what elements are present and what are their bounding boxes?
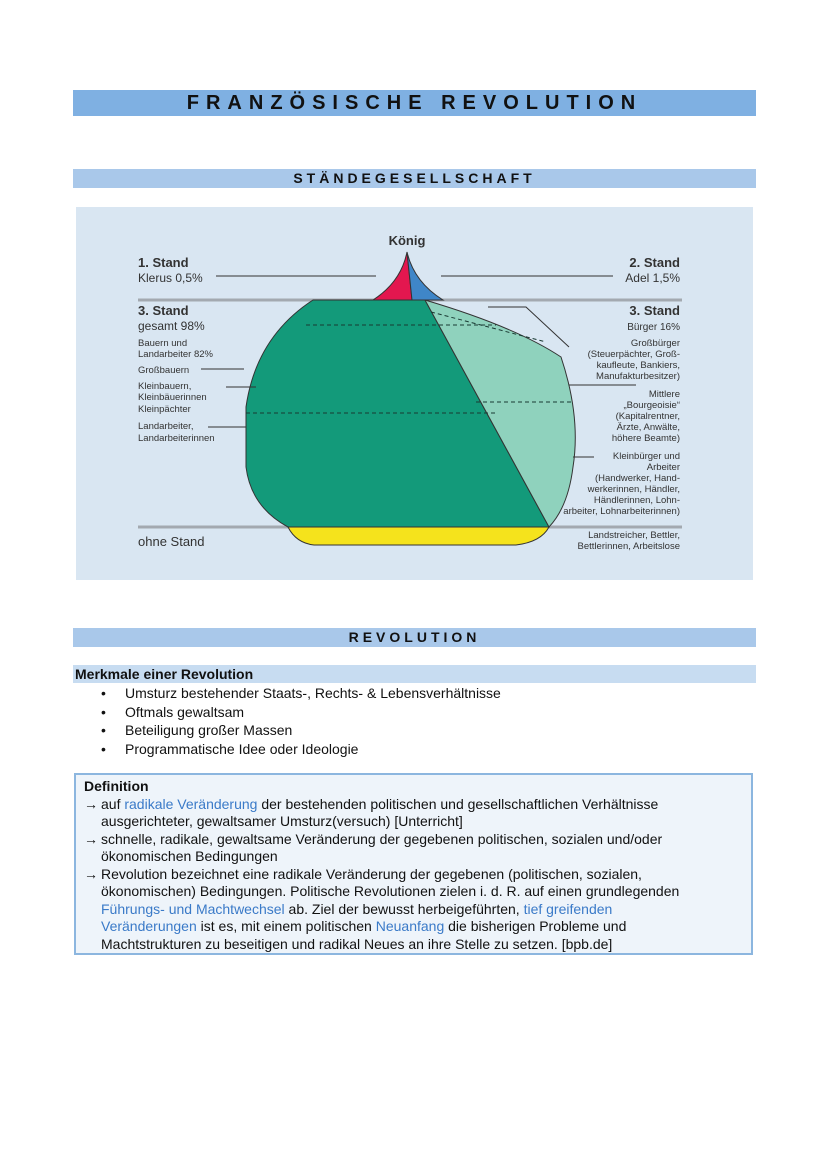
list-item: • Programmatische Idee oder Ideologie	[73, 740, 501, 759]
page-title: FRANZÖSISCHE REVOLUTION	[73, 90, 756, 116]
highlight: Veränderungen	[101, 918, 197, 934]
text: die bisherigen Probleme und	[444, 918, 627, 934]
left-item: Landarbeiter 82%	[138, 349, 213, 360]
staendegesellschaft-diagram	[76, 207, 753, 580]
definition-paragraph-3	[84, 866, 743, 954]
text: der bestehenden politischen und gesellschaftlichen Verhältnisse	[257, 795, 659, 812]
left-item: Kleinpächter	[138, 404, 191, 415]
text: Machtstrukturen zu beseitigen und radikal Neues an ihre Stelle zu setzen. [bpb.de]	[101, 935, 613, 952]
section-title-revolution: REVOLUTION	[73, 628, 756, 647]
shape-without	[288, 527, 549, 545]
section-title-staendegesellschaft: STÄNDEGESELLSCHAFT	[73, 169, 756, 188]
label-stand3-left-sub: gesamt 98%	[138, 319, 205, 333]
right-item: (Steuerpächter, Groß-	[587, 349, 680, 360]
definition-heading: Definition	[84, 778, 149, 794]
label-stand3-right-sub: Bürger 16%	[627, 322, 680, 333]
left-item: Landarbeiterinnen	[138, 433, 215, 444]
shape-clergy	[373, 252, 412, 300]
definition-paragraph-2	[84, 831, 743, 866]
right-item: Händlerinnen, Lohn-	[593, 495, 680, 506]
left-item: Kleinbäuerinnen	[138, 392, 207, 403]
shape-nobility	[407, 252, 443, 300]
right-item: höhere Beamte)	[611, 433, 680, 444]
highlight: radikale Veränderung	[124, 795, 258, 812]
text: auf	[101, 795, 125, 812]
left-item: Landarbeiter,	[138, 421, 194, 432]
right-item: (Handwerker, Hand-	[594, 473, 680, 484]
list-item: • Umsturz bestehender Staats-, Rechts- & Lebensverhältnisse	[73, 684, 501, 703]
label-stand2-sub: Adel 1,5%	[625, 271, 680, 285]
list-item: • Oftmals gewaltsam	[73, 703, 501, 722]
right-item: Manufakturbesitzer)	[596, 371, 680, 382]
right-item: arbeiter, Lohnarbeiterinnen)	[563, 506, 680, 517]
left-item: Großbauern	[138, 365, 190, 376]
definition-box	[74, 773, 753, 955]
right-item: kaufleute, Bankiers,	[596, 360, 680, 371]
left-item: Bauern und	[138, 338, 188, 349]
text: ab. Ziel der bewusst herbeigeführten,	[284, 900, 524, 917]
left-item: Kleinbauern,	[138, 381, 192, 392]
label-stand3-right-title: 3. Stand	[629, 303, 680, 318]
arrow-icon: →	[84, 865, 98, 882]
merkmale-heading: Merkmale einer Revolution	[73, 665, 756, 683]
highlight: Neuanfang	[375, 918, 445, 934]
highlight: Führungs- und Machtwechsel	[101, 900, 285, 917]
merkmale-list	[73, 684, 501, 758]
right-item: werkerinnen, Händler,	[587, 484, 680, 495]
label-ohne-stand: ohne Stand	[138, 534, 205, 549]
label-stand1-title: 1. Stand	[138, 255, 189, 270]
label-koenig: König	[388, 233, 426, 248]
text: ökonomischen Bedingungen	[101, 848, 278, 864]
definition-paragraph-1	[84, 796, 743, 831]
right-item: Kleinbürger und	[612, 451, 680, 462]
right-item: Arbeiter	[646, 462, 680, 473]
highlight: tief greifenden	[523, 900, 613, 917]
label-stand1-sub: Klerus 0,5%	[138, 271, 203, 285]
list-item: • Beteiligung großer Massen	[73, 721, 501, 740]
text: ausgerichteter, gewaltsamer Umsturz(versuch) [Unterricht]	[101, 813, 463, 829]
text: schnelle, radikale, gewaltsame Veränderung der gegebenen politischen, sozialen und/oder	[101, 830, 663, 847]
text: ist es, mit einem politischen	[196, 918, 376, 934]
right-item: Landstreicher, Bettler,	[588, 530, 680, 541]
arrow-icon: →	[84, 830, 98, 847]
right-item: „Bourgeoisie“	[623, 400, 680, 411]
label-stand3-left-title: 3. Stand	[138, 303, 189, 318]
text: Revolution bezeichnet eine radikale Veränderung der gegebenen (politischen, sozialen,	[101, 865, 642, 882]
arrow-icon: →	[84, 795, 98, 812]
right-item: Bettlerinnen, Arbeitslose	[577, 541, 680, 552]
right-item: Mittlere	[648, 389, 680, 400]
right-item: (Kapitalrentner,	[615, 411, 680, 422]
text: ökonomischen) Bedingungen. Politische Revolutionen zielen i. d. R. auf einen grundlegenden	[101, 883, 680, 899]
label-stand2-title: 2. Stand	[629, 255, 680, 270]
right-item: Großbürger	[630, 338, 680, 349]
right-item: Ärzte, Anwälte,	[616, 422, 680, 433]
